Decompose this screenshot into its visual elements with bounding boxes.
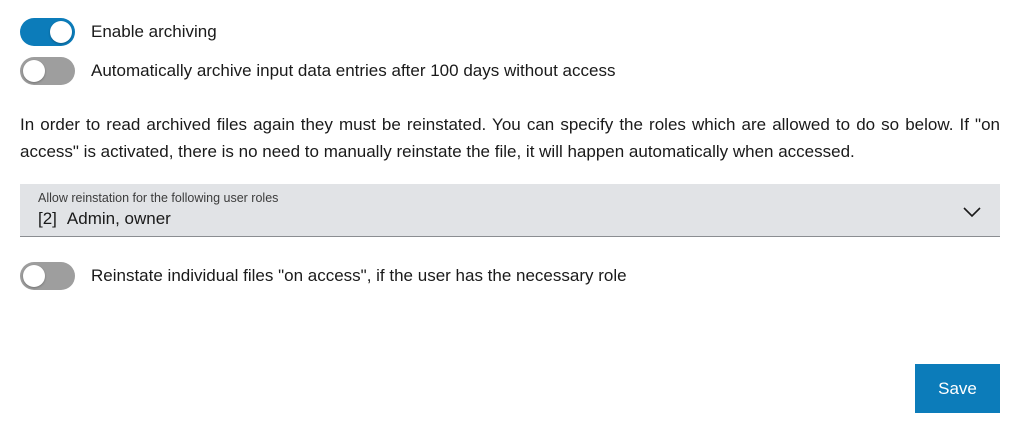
- chevron-down-icon[interactable]: [960, 200, 984, 224]
- toggle-knob: [50, 21, 72, 43]
- toggle-knob: [23, 60, 45, 82]
- save-button[interactable]: Save: [915, 364, 1000, 413]
- toggle-enable-archiving-label: Enable archiving: [91, 22, 217, 41]
- footer-actions: [915, 364, 1000, 413]
- roles-select-count: [2]: [38, 209, 57, 228]
- roles-select[interactable]: [20, 184, 1000, 237]
- toggle-auto-archive[interactable]: [20, 57, 75, 85]
- toggle-reinstate-on-access[interactable]: [20, 262, 75, 290]
- row-reinstate-on-access: [20, 262, 1000, 290]
- roles-select-text: Admin, owner: [66, 209, 171, 228]
- roles-select-value: [38, 208, 1000, 230]
- roles-select-caption: Allow reinstation for the following user roles: [38, 191, 279, 205]
- toggle-enable-archiving[interactable]: [20, 18, 75, 46]
- toggle-knob: [23, 265, 45, 287]
- row-auto-archive: [20, 57, 1000, 85]
- toggle-auto-archive-label: Automatically archive input data entries after 100 days without access: [91, 61, 616, 80]
- archiving-description: In order to read archived files again they must be reinstated. You can specify the roles which are allowed to do so below. If "on access" is activated, there is no need to manually reinstate the file, it will happen automatically when accessed.: [20, 115, 1000, 161]
- toggle-reinstate-on-access-label: Reinstate individual files "on access", if the user has the necessary role: [91, 266, 627, 285]
- row-enable-archiving: [20, 18, 1000, 46]
